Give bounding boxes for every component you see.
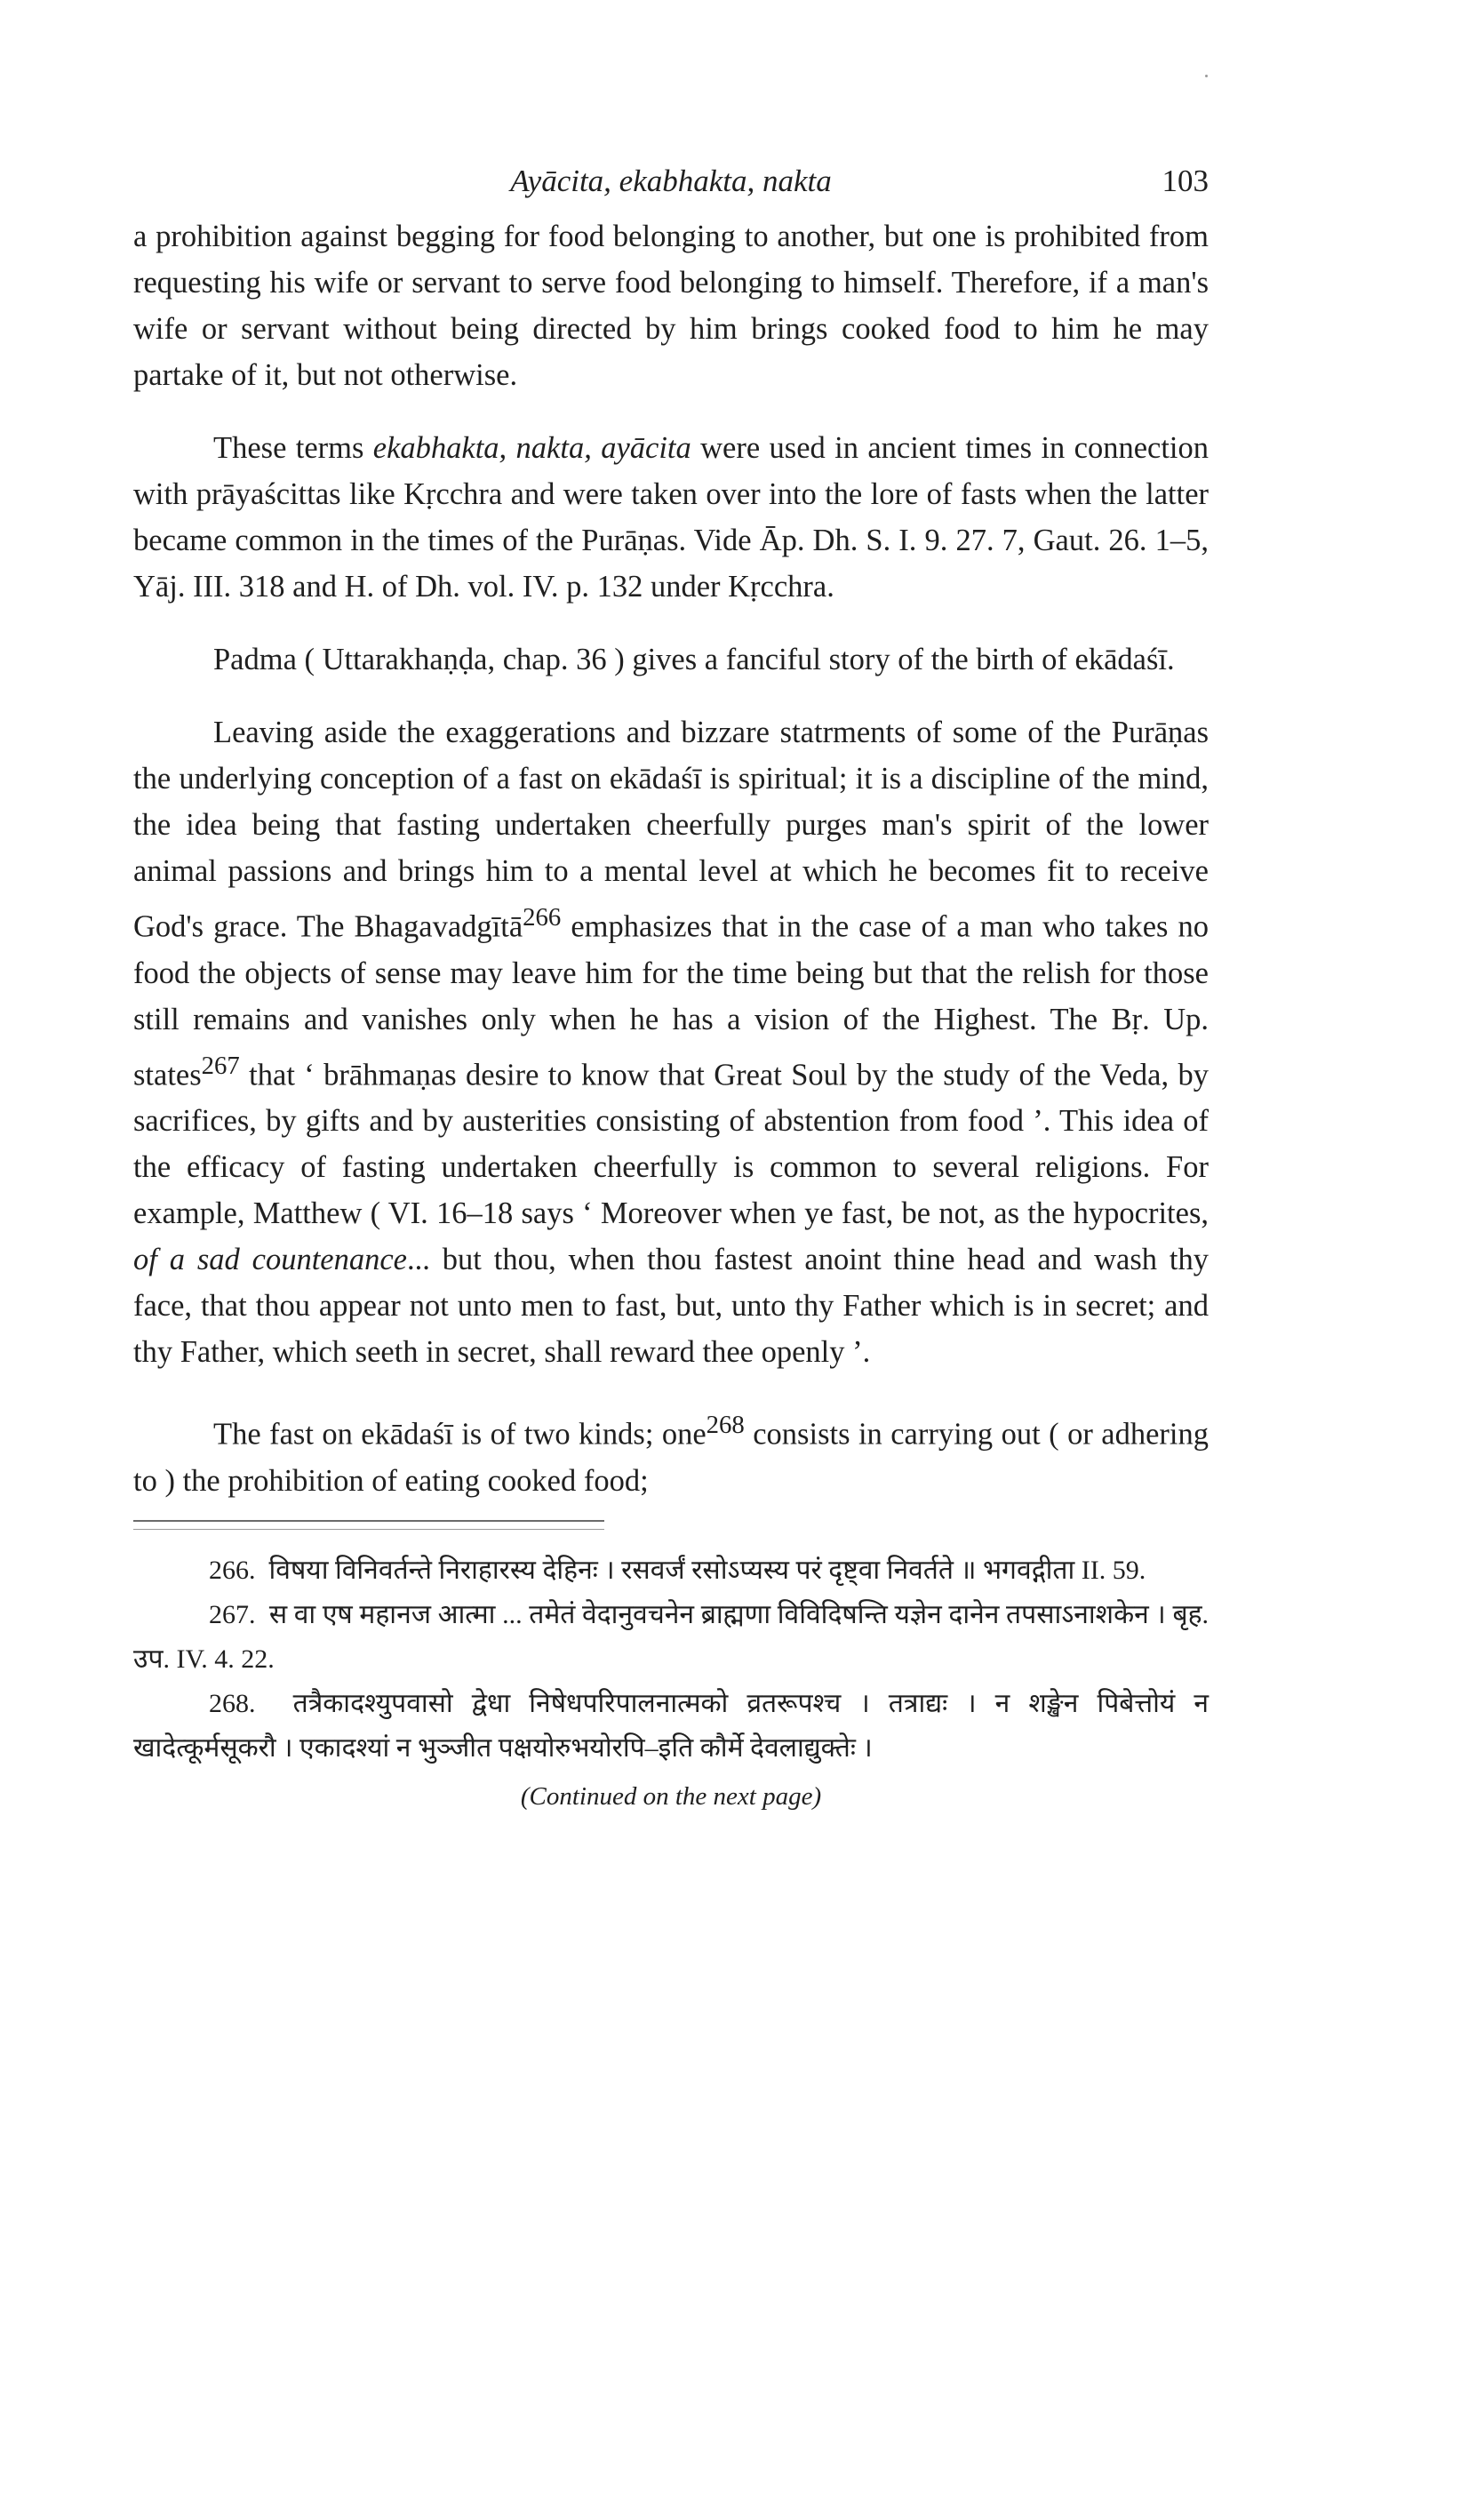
paragraph-2: [133, 425, 1209, 610]
page-number: 103: [1162, 164, 1209, 198]
paragraph-1-text: a prohibition against begging for food belonging to another, but one is prohibited from requesting his wife or servant to serve food belonging to himself. Therefore, if a man's wife or servant without being directed by him brings cooked food to him he may partake of it, but not otherwise.: [133, 220, 1209, 392]
paragraph-5-part-2: consists in carrying out ( or adhering to ) the prohibition of eating cooked food;: [133, 1417, 1210, 1498]
footnote-text: विषया विनिवर्तन्ते निराहारस्य देहिनः । रसवर्जं रसोऽप्यस्य परं दृष्ट्वा निवर्तते ॥ भगवद्गीता II. 59.: [268, 1555, 1146, 1585]
running-head: [133, 151, 1209, 213]
paragraph-5: [133, 1402, 1209, 1504]
paragraph-4: [133, 709, 1209, 1375]
footnote-268: [133, 1682, 1209, 1771]
paragraph-1: [133, 213, 1209, 398]
paragraph-gap: [133, 683, 1209, 709]
book-page: [133, 151, 1209, 2462]
paragraph-2-terms: ekabhakta, nakta, ayācita: [372, 431, 691, 465]
footnote-number: 268.: [209, 1688, 256, 1718]
footnote-266: [133, 1548, 1209, 1593]
footnote-267: [133, 1593, 1209, 1682]
paragraph-gap: [133, 1375, 1209, 1402]
continued-note: (Continued on the next page): [520, 1781, 822, 1811]
paragraph-5-part-1: The fast on ekādaśī is of two kinds; one: [213, 1417, 707, 1452]
paragraph-2-after: were used in ancient times in connection with prāyaścittas like Kṛcchra and were taken over into the lore of fasts when the latter became common in the times of the Purāṇas. Vide Āp. Dh. S. I. 9. 27. 7, Gaut. 26. 1–5, Yāj. III. 318 and H. of Dh. vol. IV. p. 132 under Kṛcchra.: [133, 431, 1210, 604]
paragraph-4-part-3: that ‘ brāhmaṇas desire to know that Great Soul by the study of the Veda, by sacrifices, by gifts and by austerities consisting of abstention from food ’. This idea of the efficacy of fasting undertaken cheerfully is common to several religions. For example, Matthew ( VI. 16–18 says ‘ Moreover when ye fast, be not, as the hypocrites,: [133, 1058, 1209, 1230]
paragraph-gap: [133, 610, 1209, 636]
footnotes: [133, 1548, 1209, 1819]
paragraph-2-before: These terms: [213, 431, 373, 465]
page-speck: [1205, 75, 1208, 77]
footnote-ref-268: 268: [706, 1411, 745, 1439]
footnote-text: स वा एष महानज आत्मा ... तमेतं वेदानुवचनेन ब्राह्मणा विविदिषन्ति यज्ञेन दानेन तपसाऽनाशकेन । बृह. उप. IV. 4. 22.: [133, 1599, 1210, 1674]
footnote-text: तत्रैकादश्युपवासो द्वेधा निषेधपरिपालनात्मको व्रतरूपश्च । तत्राद्यः । न शङ्खेन पिबेत्तोयं न खादेत्कूर्मसूकरौ । एकादश्यां न भुञ्जीत पक्षयोरुभयोरपि–इति कौर्मे देवलाद्युक्तेः ।: [133, 1688, 1209, 1763]
footnote-number: 266.: [209, 1555, 256, 1585]
paragraph-4-italic: of a sad countenance: [133, 1243, 407, 1276]
paragraph-4-part-2: emphasizes that in the case of a man who takes no food the objects of sense may leave him for the time being but that the relish for those still remains and vanishes only when he has a vision of the Highest. The Bṛ. Up. states: [133, 909, 1209, 1092]
footnote-rule: [133, 1520, 604, 1522]
paragraph-4-part-1: Leaving aside the exaggerations and bizzare statrments of some of the Purāṇas the underlying conception of a fast on ekādaśī is spiritual; it is a discipline of the mind, the idea being that fasting undertaken cheerfully purges man's spirit of the lower animal passions and brings him to a mental level at which he becomes fit to receive God's grace. The Bhagavadgītā: [133, 716, 1209, 944]
paragraph-3-text: Padma ( Uttarakhaṇḍa, chap. 36 ) gives a fanciful story of the birth of ekādaśī.: [213, 643, 1175, 676]
paragraph-3: [133, 636, 1209, 683]
footnote-number: 267.: [209, 1599, 256, 1629]
paragraph-4-part-4: ... but thou, when thou fastest anoint thine head and wash thy face, that thou appear not unto men to fast, but, unto thy Father which is in secret; and thy Father, which seeth in secret, shall reward thee openly ’.: [133, 1243, 1209, 1369]
paragraph-gap: [133, 398, 1209, 425]
running-title: Ayācita, ekabhakta, nakta: [510, 164, 832, 198]
footnote-ref-266: 266: [523, 903, 562, 932]
footnote-ref-267: 267: [201, 1051, 240, 1080]
